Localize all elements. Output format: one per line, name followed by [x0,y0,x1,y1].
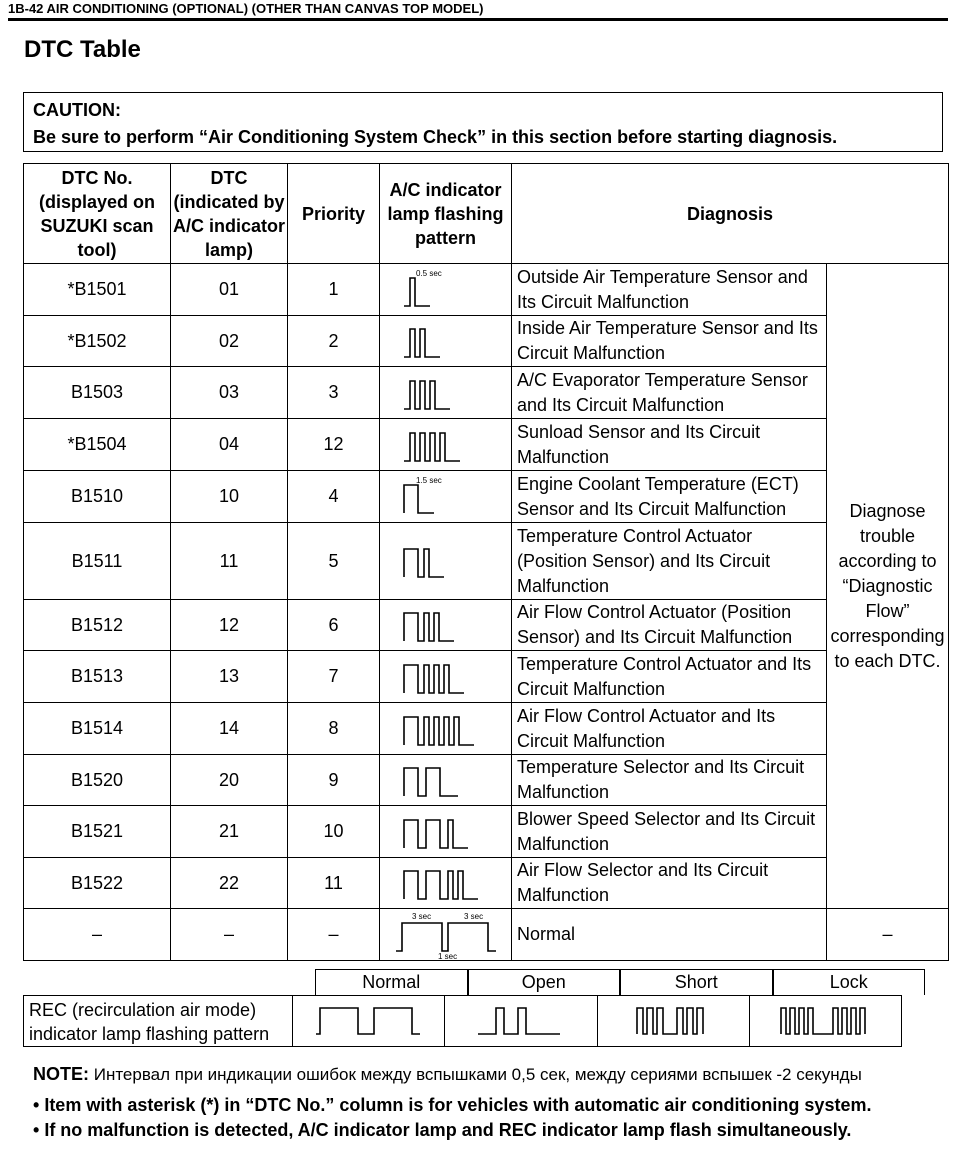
cell-diagnosis: Air Flow Control Actuator (Position Sensor) and Its Circuit Malfunction [512,600,827,651]
normal-flash-waveform [386,911,506,959]
cell-diagnosis: A/C Evaporator Temperature Sensor and Its Circuit Malfunction [512,367,827,419]
cell-dtc-no: B1503 [24,367,171,419]
bullet-list [33,1093,871,1143]
on-duration-label: 3 sec [463,911,483,921]
note [33,1064,862,1085]
cell-priority: 5 [288,523,380,600]
cell-dtc: 13 [171,651,288,703]
cell-priority: 3 [288,367,380,419]
cell-priority: 12 [288,419,380,471]
cell-priority: 4 [288,471,380,523]
flash-pattern-waveform [386,268,506,312]
cell-dtc: 21 [171,806,288,858]
dtc-table [23,163,949,961]
cell-dtc: 11 [171,523,288,600]
bullet-item: • If no malfunction is detected, A/C indicator lamp and REC indicator lamp flash simultaneously. [33,1120,852,1140]
cell-dtc: 02 [171,316,288,367]
cell-diagnosis: Air Flow Control Actuator and Its Circuit Malfunction [512,703,827,755]
cell-dtc: – [171,909,288,961]
cell-diagnosis: Normal [512,909,827,961]
cell-dtc: 04 [171,419,288,471]
cell-dtc-no: B1522 [24,858,171,909]
cell-dtc-no: B1510 [24,471,171,523]
cell-priority: 8 [288,703,380,755]
cell-priority: 1 [288,264,380,316]
cell-diagnosis: Temperature Selector and Its Circuit Malfunction [512,755,827,806]
cell-diagnosis: Sunload Sensor and Its Circuit Malfunction [512,419,827,471]
table-row [24,651,949,703]
cell-pattern [380,367,512,419]
cell-priority: 7 [288,651,380,703]
page-title: DTC Table [24,36,141,63]
pulse-duration-label: 0.5 sec [415,268,442,278]
table-row [24,600,949,651]
cell-dtc-no: – [24,909,171,961]
cell-pattern [380,600,512,651]
cell-priority: 2 [288,316,380,367]
cell-priority: 9 [288,755,380,806]
bullet-item: • Item with asterisk (*) in “DTC No.” column is for vehicles with automatic air conditioning system. [33,1095,872,1115]
cell-pattern [380,316,512,367]
off-duration-label: 1 sec [437,951,457,959]
note-label: NOTE: [33,1064,89,1084]
rec-col-normal: Normal [315,969,468,995]
rec-open-waveform [476,1004,566,1038]
rec-pattern-normal [293,996,445,1046]
cell-dtc: 12 [171,600,288,651]
table-row [24,316,949,367]
flash-pattern-waveform [386,707,506,751]
cell-pattern [380,755,512,806]
header-dtc: DTC (indicated by A/C indicator lamp) [171,164,288,264]
flash-pattern-waveform [386,603,506,647]
table-row [24,858,949,909]
cell-priority: – [288,909,380,961]
cell-pattern [380,703,512,755]
cell-dtc-no: *B1502 [24,316,171,367]
cell-pattern [380,806,512,858]
table-row [24,471,949,523]
note-text: Интервал при индикации ошибок между вспышками 0,5 сек, между сериями вспышек -2 секунды [93,1065,862,1084]
flash-pattern-waveform [386,475,506,519]
cell-pattern [380,419,512,471]
cell-diagnosis: Engine Coolant Temperature (ECT) Sensor and Its Circuit Malfunction [512,471,827,523]
header-dtc-no: DTC No. (displayed on SUZUKI scan tool) [24,164,171,264]
flash-pattern-waveform [386,319,506,363]
cell-priority: 6 [288,600,380,651]
table-row [24,419,949,471]
on-duration-label: 3 sec [411,911,431,921]
rec-col-open: Open [468,969,621,995]
cell-dtc-no: B1513 [24,651,171,703]
cell-pattern [380,858,512,909]
flash-pattern-waveform [386,539,506,583]
flash-pattern-waveform [386,861,506,905]
cell-pattern [380,651,512,703]
table-row-normal [24,909,949,961]
header-diagnosis: Diagnosis [512,164,949,264]
header-pattern: A/C indicator lamp flashing pattern [380,164,512,264]
cell-diagnosis: Temperature Control Actuator (Position Sensor) and Its Circuit Malfunction [512,523,827,600]
cell-dtc-no: *B1504 [24,419,171,471]
rec-normal-waveform [314,1004,424,1038]
cell-dtc: 20 [171,755,288,806]
flash-pattern-waveform [386,810,506,854]
cell-dtc: 01 [171,264,288,316]
table-row [24,264,949,316]
caution-label: CAUTION: [33,100,121,120]
cell-diagnosis: Air Flow Selector and Its Circuit Malfunction [512,858,827,909]
cell-pattern [380,909,512,961]
rec-pattern-short [598,996,750,1046]
cell-diagnosis: Inside Air Temperature Sensor and Its Circuit Malfunction [512,316,827,367]
cell-pattern [380,264,512,316]
cell-dtc-no: B1521 [24,806,171,858]
cell-diagnosis: Blower Speed Selector and Its Circuit Malfunction [512,806,827,858]
flash-pattern-waveform [386,371,506,415]
cell-pattern [380,523,512,600]
cell-pattern [380,471,512,523]
cell-diagnosis: Temperature Control Actuator and Its Circuit Malfunction [512,651,827,703]
rec-label: REC (recirculation air mode) indicator lamp flashing pattern [24,996,293,1046]
rec-col-lock: Lock [773,969,926,995]
cell-priority: 10 [288,806,380,858]
rec-pattern-open [445,996,597,1046]
table-row [24,755,949,806]
page-header: 1B-42 AIR CONDITIONING (OPTIONAL) (OTHER THAN CANVAS TOP MODEL) [8,0,948,21]
flash-pattern-waveform [386,758,506,802]
rec-col-short: Short [620,969,773,995]
cell-dtc: 10 [171,471,288,523]
cell-dtc: 22 [171,858,288,909]
cell-dtc: 03 [171,367,288,419]
table-row [24,523,949,600]
table-row [24,806,949,858]
flash-pattern-waveform [386,423,506,467]
rec-short-waveform [633,1004,713,1038]
table-row [24,703,949,755]
pulse-duration-label: 1.5 sec [415,475,442,485]
header-priority: Priority [288,164,380,264]
cell-dtc: 14 [171,703,288,755]
flash-pattern-waveform [386,655,506,699]
rec-pattern-lock [750,996,901,1046]
cell-action: – [827,909,949,961]
rec-lock-waveform [777,1004,873,1038]
cell-dtc-no: B1514 [24,703,171,755]
cell-diagnosis: Outside Air Temperature Sensor and Its Circuit Malfunction [512,264,827,316]
cell-dtc-no: B1512 [24,600,171,651]
cell-merged-action: Diagnose trouble according to “Diagnostic Flow” corresponding to each DTC. [827,264,949,909]
cell-dtc-no: B1511 [24,523,171,600]
cell-dtc-no: B1520 [24,755,171,806]
table-row [24,367,949,419]
caution-box [23,92,943,152]
caution-text: Be sure to perform “Air Conditioning System Check” in this section before starting diagnosis. [33,127,838,147]
cell-dtc-no: *B1501 [24,264,171,316]
rec-body [23,995,902,1047]
cell-priority: 11 [288,858,380,909]
rec-header [315,969,925,995]
